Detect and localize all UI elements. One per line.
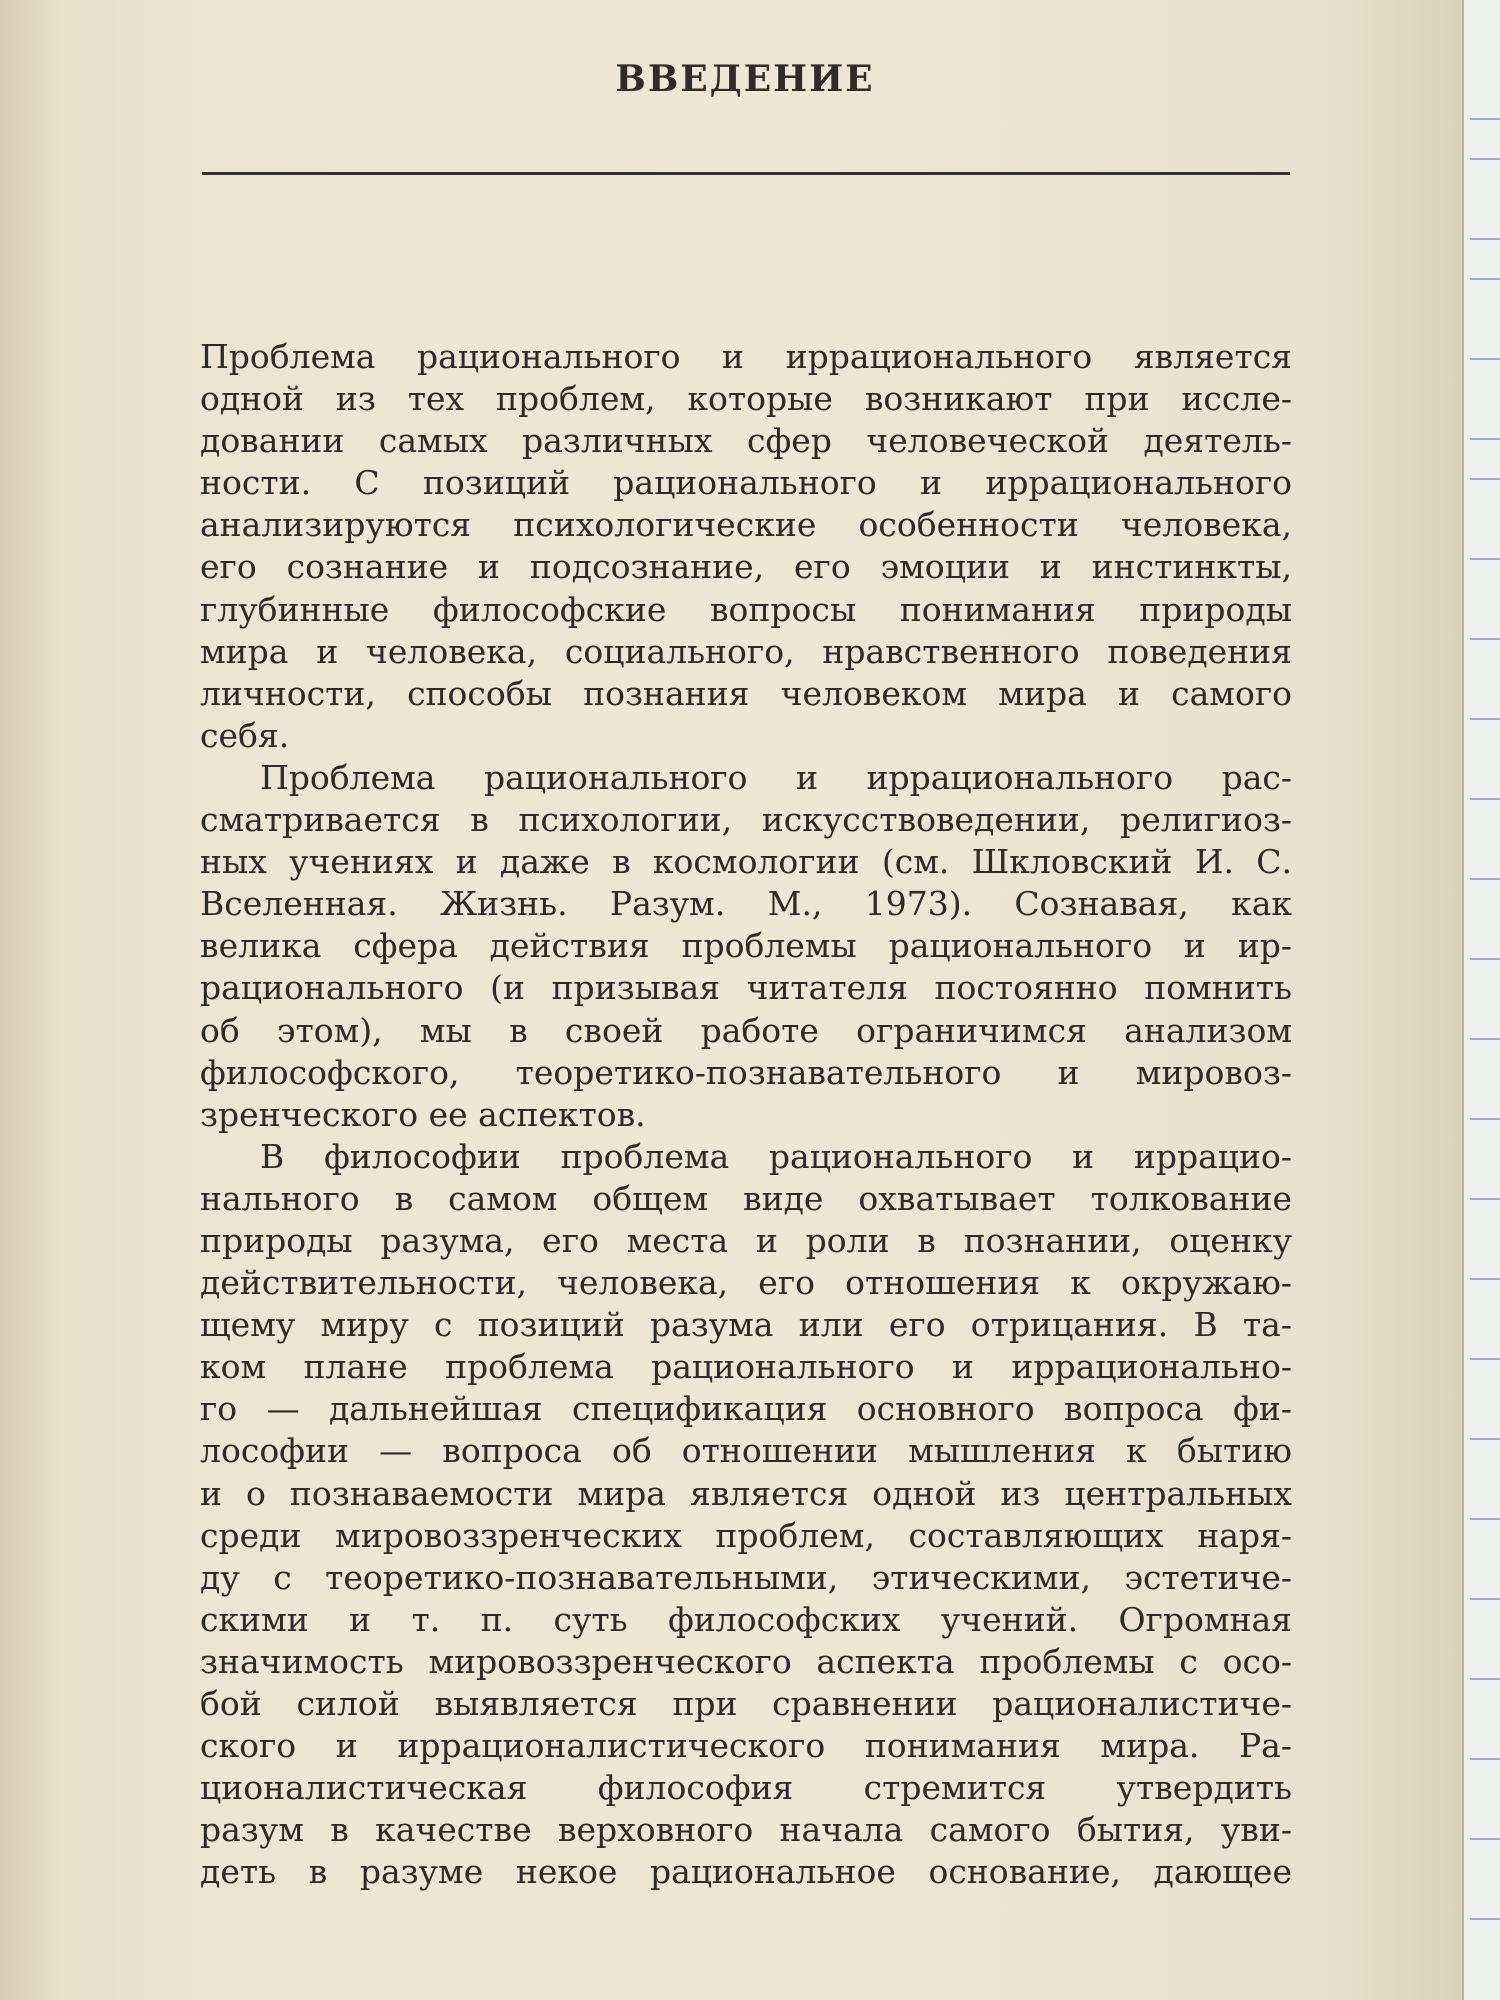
- text-line: глубинные философские вопросы понимания природы: [200, 589, 1292, 629]
- title-rule: [202, 172, 1290, 175]
- text-line: лософии — вопроса об отношении мышления к бытию: [200, 1431, 1292, 1471]
- notebook-line: [1470, 358, 1500, 360]
- notebook-line: [1470, 278, 1500, 280]
- text-line: его сознание и подсознание, его эмоции и инстинкты,: [200, 547, 1292, 587]
- text-line: щему миру с позиций разума или его отрицания. В та-: [200, 1305, 1292, 1345]
- body-text: [200, 336, 1292, 1893]
- text-line: ных учениях и даже в космологии (см. Шкловский И. С.: [200, 842, 1292, 882]
- text-line: скими и т. п. суть философских учений. Огромная: [200, 1599, 1292, 1639]
- text-line: го — дальнейшая спецификация основного вопроса фи-: [200, 1389, 1292, 1429]
- notebook-line: [1470, 718, 1500, 720]
- text-line: природы разума, его места и роли в познании, оценку: [200, 1220, 1292, 1260]
- text-line: среди мировоззренческих проблем, составляющих наря-: [200, 1515, 1292, 1555]
- text-line: сматривается в психологии, искусствоведении, религиоз-: [200, 800, 1292, 840]
- text-line: личности, способы познания человеком мира и самого: [200, 673, 1292, 713]
- text-line: деть в разуме некое рациональное основание, дающее: [200, 1852, 1292, 1892]
- text-line: Вселенная. Жизнь. Разум. М., 1973). Сознавая, как: [200, 884, 1292, 924]
- text-line: рационального (и призывая читателя постоянно помнить: [200, 968, 1292, 1008]
- text-line: В философии проблема рационального и иррацио-: [260, 1136, 1292, 1176]
- text-line: одной из тех проблем, которые возникают при иссле-: [200, 379, 1292, 419]
- notebook-line: [1470, 1758, 1500, 1760]
- text-line: ду с теоретико-познавательными, этическими, эстетиче-: [200, 1557, 1292, 1597]
- notebook-line: [1470, 1278, 1500, 1280]
- text-line: Проблема рационального и иррационального является: [200, 337, 1292, 376]
- notebook-edge: [1462, 0, 1500, 2000]
- text-line: велика сфера действия проблемы рационального и ир-: [200, 926, 1292, 966]
- notebook-line: [1470, 118, 1500, 120]
- text-line: ности. С позиций рационального и иррационального: [200, 463, 1292, 503]
- notebook-line: [1470, 1918, 1500, 1920]
- text-line: ского и иррационалистического понимания мира. Ра-: [200, 1726, 1292, 1766]
- chapter-title: ВВЕДЕНИЕ: [615, 58, 875, 100]
- text-line: значимость мировоззренческого аспекта проблемы с осо-: [200, 1641, 1292, 1681]
- notebook-line: [1470, 478, 1500, 480]
- notebook-line: [1470, 1038, 1500, 1040]
- text-line: анализируются психологические особенности человека,: [200, 505, 1292, 545]
- notebook-line: [1470, 1518, 1500, 1520]
- text-line: зренческого ее аспектов.: [200, 1094, 646, 1134]
- notebook-line: [1470, 238, 1500, 240]
- notebook-line: [1470, 1678, 1500, 1680]
- text-line: действительности, человека, его отношения к окружаю-: [200, 1263, 1292, 1303]
- notebook-line: [1470, 958, 1500, 960]
- paragraph-1: [200, 336, 1292, 757]
- text-line: нального в самом общем виде охватывает толкование: [200, 1178, 1292, 1218]
- text-line: ком плане проблема рационального и иррационально-: [200, 1347, 1292, 1387]
- text-line: разум в качестве верховного начала самого бытия, уви-: [200, 1810, 1292, 1850]
- text-line: бой силой выявляется при сравнении рационалистиче-: [200, 1684, 1292, 1723]
- text-line: об этом), мы в своей работе ограничимся анализом: [200, 1010, 1292, 1050]
- text-line: философского, теоретико-познавательного и мировоз-: [200, 1052, 1292, 1092]
- notebook-line: [1470, 878, 1500, 880]
- text-line: и о познаваемости мира является одной из центральных: [200, 1473, 1292, 1513]
- notebook-line: [1470, 1838, 1500, 1840]
- paragraph-2: [200, 757, 1292, 1136]
- notebook-line: [1470, 158, 1500, 160]
- text-line: мира и человека, социального, нравственного поведения: [200, 631, 1292, 671]
- notebook-line: [1470, 1358, 1500, 1360]
- notebook-line: [1470, 1598, 1500, 1600]
- paragraph-3: [200, 1136, 1292, 1894]
- notebook-line: [1470, 558, 1500, 560]
- notebook-line: [1470, 438, 1500, 440]
- text-line: довании самых различных сфер человеческой деятель-: [200, 421, 1292, 461]
- text-line: себя.: [200, 715, 290, 755]
- text-line: Проблема рационального и иррационального рас-: [260, 757, 1292, 797]
- notebook-line: [1470, 1198, 1500, 1200]
- notebook-line: [1470, 1118, 1500, 1120]
- notebook-line: [1470, 1438, 1500, 1440]
- notebook-line: [1470, 638, 1500, 640]
- notebook-line: [1470, 798, 1500, 800]
- text-line: ционалистическая философия стремится утвердить: [200, 1768, 1292, 1808]
